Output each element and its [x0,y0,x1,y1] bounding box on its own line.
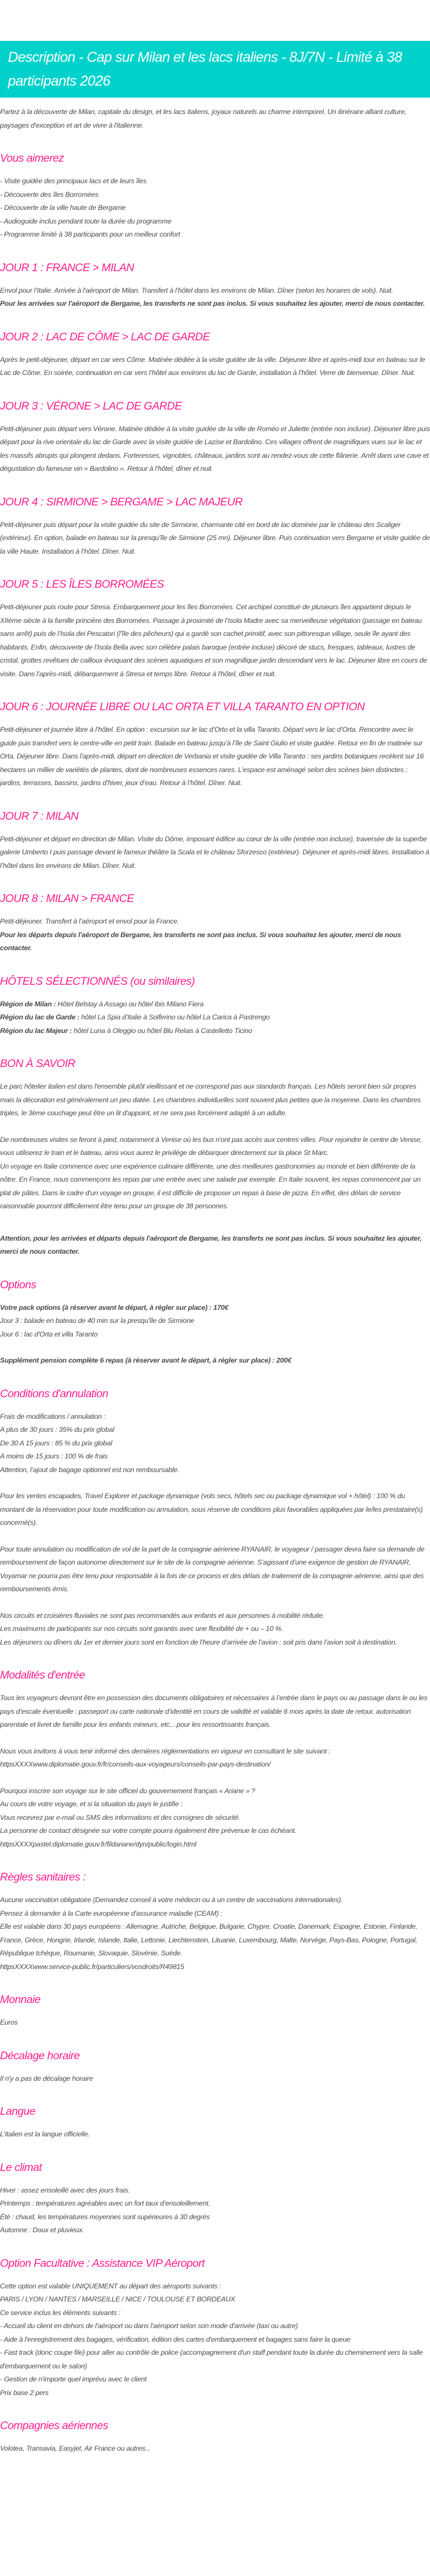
cancellation-fee-line: A moins de 15 jours : 100 % de frais [0,1452,108,1460]
ariane-line: Pourquoi inscrire son voyage sur le site officiel du gouvernement français « Ariane » ? [0,1786,255,1795]
day-note: Pour les départs depuis l'aéroport de Bergame, les transferts ne sont pas inclus. Si vous souhaitez les ajouter, merci de nous contacter. [0,930,401,952]
good-to-know-food: Un voyage en Italie commence avec une expérience culinaire différente, une des meilleures gastronomies au monde et bien différente de la nôtre. En France, nous commençons les repas par une entrée avec une salade par exemple. En Italie souvent, les repas commencent par un plat de pâtes. Dans le cadre d'un voyage en groupe, il est difficile de proposer un repas à base de pizza. En effet, des délais de service raisonnable pourront difficilement être tenu pour un groupe de 38 personnes. [0,1162,421,1210]
day-text [0,284,430,311]
hotel-region: Région de Milan : [0,1000,56,1008]
cancellation-fee-line: Frais de modifications / annulation : [0,1412,106,1420]
ariane-line: Au cours de votre voyage, et si la situation du pays le justifie : [0,1800,183,1808]
vip-line: Cette option est valable UNIQUEMENT au départ des aéroports suivants : [0,2282,221,2290]
options-heading: Options [0,1278,36,1291]
day-3 [0,399,430,476]
vip-line: PARIS / LYON / NANTES / MARSEILLE / NICE / TOULOUSE ET BORDEAUX [0,2295,235,2303]
day-description: Envol pour l’Italie. Arrivée à l'aéroport de Milan. Transfert à l’hôtel dans les environs de Milan. Dîner (selon les horaires de vols). Nuit. [0,286,393,294]
day-text: Petit-déjeuner et départ en direction de Milan. Visite du Dôme, imposant édifice au cœur de la ville (entrée non incluse), traversée de la superbe galerie Umberto I puis passage devant le fameux théâtre la Scala et le château Sforzesco (extérieur). Déjeuner et après-midi libres. Installation à l’hôtel dans les environs de Milan. Dîner. Nuit. [0,834,429,870]
day-2 [0,330,430,380]
hotel-item [0,998,430,1011]
day-heading: JOUR 3 : VÉRONE > LAC DE GARDE [0,399,182,412]
airlines-text: Volotea, Transavia, Easyjet, Air France ou autres... [0,2444,151,2452]
day-6 [0,699,430,790]
hotel-item [0,1011,430,1025]
page-title: Description - Cap sur Milan et les lacs italiens - 8J/7N - Limité à 38 participants 2026 [0,41,430,98]
cancellation-fees [0,1410,430,1477]
timezone-text: Il n'y a pas de décalage horaire [0,2074,93,2082]
language-text: L'italien est la langue officielle. [0,2130,90,2138]
language-heading: Langue [0,2105,36,2118]
health-line: Aucune vaccination obligatoire (Demandez conseil à votre médecin ou à un centre de vaccinations internationales). [0,1896,343,1904]
intro-text: Partez à la découverte de Milan, capitale du design, et les lacs italiens, joyaux naturels au charme intemporel. Un itinéraire alliant culture, paysages d'exception et art de vivre à l'italienne. [0,108,407,129]
day-text: Petit-déjeuner puis route pour Stresa. Embarquement pour les îles Borromées. Cet archipel constitué de plusieurs îles appartient depuis le XIIème siècle à la famille princière des Borromées. Passage à proximité de l’Isola Madre avec sa merveilleuse végétation (passage en bateau sans arrêt) puis de l’Isola dei Pescatori (l’île des pêcheurs) qui a gardé son cachet primitif, avec son pittoresque village, seule île ayant des habitants. Enfin, découverte de l’Isola Bella avec son célèbre palais baroque (entrée incluse) décoré de stucs, fresques, tableaux, lustres de cristal, grottes revêtues de cailloux évoquant des scènes aquatiques et son magnifique jardin descendant vers le lac. Déjeuner libre en cours de visite. Dans l’après-midi, débarquement à Stresa et temps libre. Retour à l'hôtel, dîner et nuit. [0,603,427,678]
vip-line: - Accueil du client en dehors de l'aéroport ou dans l'aéroport selon son mode d'arrivée (taxi ou autre) [0,2322,298,2330]
health-line: Elle est valable dans 30 pays européens : Allemagne, Autriche, Belgique, Bulgarie, Chypre, Croatie, Danemark, Espagne, Estonie, Finlande, France, Grèce, Hongrie, Irlande, Islande, Italie, Lettonie, Liechtenstein, Lituanie, Luxembourg, Malte, Norvège, Pays-Bas, Pologne, Portugal, République tchèque, Roumanie, Slovaquie, Slovénie, Suède. [0,1922,418,1957]
health-line: Pensez à demander à la Carte européenne d'assurance maladie (CEAM) : [0,1909,222,1917]
currency-section [0,1992,430,2030]
good-to-know-warning: Attention, pour les arrivées et départs depuis l'aéroport de Bergame, les transferts ne sont pas inclus. Si vous souhaitez les ajouter, merci de nous contacter. [0,1234,422,1255]
day-heading: JOUR 1 : FRANCE > MILAN [0,261,134,274]
hotel-names: hôtel Luna à Oleggio ou hôtel Blu Relais à Castelletto Ticino [71,1026,252,1035]
cancellation-note: Les maximums de participants sur nos circuits sont garantis avec une flexibilité de + ou – 10 %. [0,1625,284,1633]
highlight-item: - Programme limité à 38 participants pour un meilleur confort [0,230,180,238]
cancellation-note: Nos circuits et croisières fluviales ne sont pas recommandés aux enfants et aux personnes à mobilité réduite. [0,1611,324,1620]
health-link[interactable]: httpsXXXXwww.service-public.fr/particuliers/vosdroits/R49815 [0,1962,184,1971]
day-text: Petit-déjeuner puis départ pour la visite guidée du site de Sirmione, charmante cité en bord de lac dominée par le château des Scaliger (extérieur). En option, balade en bateau sur la presqu’île de Sirmione (25 mn). Déjeuner libre. Puis continuation vers Bergame et visite guidée de la ville Haute. Installation à l’hôtel. Dîner. Nuit. [0,520,430,555]
highlights-section [0,151,430,242]
entry-heading: Modalités d'entrée [0,1669,85,1681]
cancellation-section [0,1386,430,1650]
entry-documents: Tous les voyageurs devront être en possession des documents obligatoires et nécessaires à l’entrée dans le pays ou au passage dans le ou les pays d’escale éventuelle : passeport ou carte nationale d’identité en cours de validité et valable 6 mois après la date de retour, autorisation parentale et livret de famille pour les enfants mineurs, etc…pour les ressortissants français. [0,1694,428,1728]
good-to-know-heading: BON À SAVOIR [0,1057,75,1070]
day-5 [0,577,430,681]
vip-section [0,2256,430,2400]
airlines-section [0,2418,430,2456]
highlight-item: - Découverte de la ville haute de Bergame [0,204,126,212]
cancellation-fee-line: De 30 A 15 jours : 85 % du prix global [0,1439,112,1447]
ariane-line: Vous recevrez par e-mail ou SMS des informations et des consignes de sécurité. [0,1813,241,1822]
vip-line: - Aide à l'enregistrement des bagages, vérification, édition des cartes d'embarquement et bagages sans faire la queue [0,2335,351,2343]
cancellation-note: Les déjeuners ou dîners du 1er et dernier jours sont en fonction de l’heure d’arrivée de l’avion : soit pris dans l’avion soit à destination. [0,1638,397,1646]
ariane-line: La personne de contact désignée sur votre compte pourra également être prévenue le cas échéant. [0,1827,297,1835]
cancellation-notes [0,1609,430,1650]
vip-line: Ce service inclus les éléments suivants : [0,2308,121,2317]
entry-section [0,1668,430,1851]
climate-section [0,2160,430,2237]
entry-regulations: Nous vous invitons à vous tenir informé des dernières réglementations en vigueur en consultant le site suivant : httpsXXXXwww.diplomatie.gouv.fr/fr/conseils-aux-voyageurs/conseils-par-pays-destination/ [0,1747,331,1768]
climate-line: Hiver : assez ensoleillé avec des jours frais. [0,2186,130,2194]
hotel-names: Hôtel Belstay à Assago ou hôtel Ibis Milano Fiera [56,1000,204,1008]
day-heading: JOUR 2 : LAC DE CÔME > LAC DE GARDE [0,330,210,343]
hotels-list [0,998,430,1038]
airlines-heading: Compagnies aériennes [0,2419,108,2432]
options-section [0,1278,430,1368]
health-heading: Règles sanitaires : [0,1871,86,1883]
options-pack-title: Votre pack options (à réserver avant le départ, à régler sur place) : 170€ [0,1303,229,1312]
vip-line: - Gestion de n'importe quel imprévu avec le client [0,2375,147,2383]
options-pack-item: Jour 6 : lac d'Orta et villa Taranto [0,1330,98,1338]
climate-heading: Le climat [0,2161,42,2174]
day-text: Après le petit-déjeuner, départ en car vers Côme. Matinée dédiée à la visite guidée de la ville. Déjeuner libre et après-midi tour en bateau sur le Lac de Côme. En soirée, continuation en car vers l’hôtel aux environs du lac de Garde, installation à l’hôtel. Verre de bienvenue. Dîner. Nuit. [0,355,425,377]
day-text: Petit-déjeuner puis départ vers Vérone. Matinée dédiée à la visite guidée de la ville de Roméo et Juliette (entrée non incluse). Déjeuner libre puis départ pour la rive orientale du lac de Garde avec la visite guidée de Lazise et Bardolino. Ces villages offrent de magnifiques vues sur le lac et les massifs abrupts qui plongent dedans. Forteresses, vignobles, châteaux, jardins sont au rendez-vous de cette flânerie. Arrêt dans une cave et dégustation du fameuse vin « Bardolino ». Retour à l’hôtel, dîner et nuit. [0,424,430,473]
cancellation-ryanair: Pour toute annulation ou modification de vol de la part de la compagnie aérienne RYANAIR, le voyageur / passager devra faire sa demande de remboursement de façon autonome directement sur le site de la compagnie aérienne. S’agissant d’une exigence de gestion de RYANAIR, Voyamar ne pourra pas être tenu pour responsable à la fois de ce process et des délais de traitement de la compagnie aérienne, ainsi que des remboursements émis. [0,1545,425,1593]
health-section [0,1870,430,1974]
highlight-item: - Audioguide inclus pendant toute la durée du programme [0,217,171,225]
language-section [0,2104,430,2141]
vip-heading: Option Facultative : Assistance VIP Aéroport [0,2257,205,2270]
good-to-know-walking: De nombreuses visites se feront à pied, notamment à Venise où les bus n'ont pas accès aux centres villes. Pour rejoindre le centre de Venise, vous utiliserez le train et le bateau, ainsi vous aurez le privilège de débarquer directement sur la place St Marc. [0,1135,422,1157]
hotel-names: hôtel La Spia d’Italie à Solferino ou hôtel La Carica à Pastrengo [79,1013,270,1021]
day-heading: JOUR 6 : JOURNÉE LIBRE OU LAC ORTA ET VILLA TARANTO EN OPTION [0,701,365,713]
options-pack-item: Jour 3 : balade en bateau de 40 min sur la presqu'île de Sirmione [0,1317,195,1325]
currency-text: Euros [0,2018,18,2026]
options-pack [0,1301,430,1342]
content [0,106,430,2456]
health-text [0,1894,430,1974]
good-to-know-walking-food [0,1133,430,1213]
vip-text [0,2280,430,2400]
day-heading: JOUR 7 : MILAN [0,810,79,823]
cancellation-heading: Conditions d'annulation [0,1387,108,1400]
entry-ariane [0,1785,430,1852]
highlights-list [0,175,430,242]
hotel-region: Région du lac de Garde : [0,1013,79,1021]
day-text [0,915,430,955]
ariane-link[interactable]: httpsXXXXpastel.diplomatie.gouv.fr/fildariane/dyn/public/login.html [0,1840,196,1848]
day-1 [0,260,430,311]
climate-text [0,2184,430,2237]
highlight-item: - Visite guidée des principaux lacs et de leurs îles [0,177,147,185]
day-text: Petit-déjeuner et journée libre à l’hôtel. En option : excursion sur le lac d’Orto et la villa Taranto. Départ vers le lac d’Orta. Rencontre avec le guide puis transfert vers le centre-ville en petit train. Balade en bateau jusqu’à l’île de Saint Giulio et visite guidée. Retour en fin de matinée sur Orta. Déjeuner libre. Dans l'après-midi, départ en direction de Verbania et visite guidée de Villa Taranto : ses jardins botaniques recèlent sur 16 hectares un millier de variétés de plantes, dont de nombreuses essences rares. L’espace est aménagé selon des scènes bien distinctes ; jardins, terrasses, bassins, jardins d’hiver, jeux d’eau. Retour à l’hôtel. Dîner. Nuit. [0,726,424,787]
day-4 [0,495,430,559]
day-heading: JOUR 8 : MILAN > FRANCE [0,892,134,905]
vip-line: Prix base 2 pers [0,2388,49,2397]
climate-line: Automne : Doux et pluvieux. [0,2226,85,2234]
climate-line: Printemps : températures agréables avec un fort taux d’ensoleillement. [0,2199,210,2207]
day-8 [0,891,430,955]
day-heading: JOUR 5 : LES ÎLES BORROMÉES [0,578,164,591]
day-note: Pour les arrivées sur l'aéroport de Bergame, les transferts ne sont pas inclus. Si vous souhaitez les ajouter, merci de nous contacter. [0,300,425,307]
cancellation-fee-line: Attention, l’ajout de bagage optionnel est non remboursable. [0,1465,179,1474]
day-description: Petit-déjeuner. Transfert à l’aéroport et envol pour la France. [0,917,179,925]
currency-heading: Monnaie [0,1993,41,2006]
good-to-know-section [0,1056,430,1259]
day-7 [0,809,430,873]
options-supplement: Supplément pension complète 6 repas (à réserver avant le départ, à régler sur place) : 200€ [0,1356,292,1364]
hotels-section [0,974,430,1038]
hotels-heading: HÔTELS SÉLECTIONNÉS (ou similaires) [0,975,195,988]
highlight-item: - Découverte des îles Borromées [0,190,99,199]
timezone-heading: Décalage horaire [0,2049,80,2062]
timezone-section [0,2048,430,2086]
day-heading: JOUR 4 : SIRMIONE > BERGAME > LAC MAJEUR [0,495,243,508]
cancellation-fee-line: A plus de 30 jours : 35% du prix global [0,1426,115,1434]
climate-line: Été : chaud, les températures moyennes sont supérieures à 30 degrés [0,2212,210,2221]
vip-line: - Fast track (donc coupe file) pour aller au contrôle de police (accompagnement d'un staff pendant toute la durée du cheminement vers la salle d'embarquement ou le salon) [0,2349,423,2370]
hotel-item [0,1025,430,1038]
cancellation-escapades: Pour les ventes escapades, Travel Explorer et package dynamique (vols secs, hôtels sec ou package dynamique vol + hôtel) : 100 % du montant de la réservation pour toute modification ou annulation, sous réserve de conditions plus favorables appliquées par le/les prestataire(s) concerné(s). [0,1492,423,1527]
good-to-know-hotels: Le parc hôtelier italien est dans l'ensemble plutôt vieillissant et ne correspond pas aux standards français. Les hôtels seront bien sûr propres mais la décoration est généralement un peu datée. Les chambres individuelles sont souvent plus petites que la moyenne. Dans les chambres triples, le 3ème couchage peut être un lit d'appoint, et ne sera pas forcément adapté à un adulte. [0,1082,421,1117]
highlights-heading: Vous aimerez [0,152,64,165]
hotel-region: Région du lac Majeur : [0,1026,72,1035]
